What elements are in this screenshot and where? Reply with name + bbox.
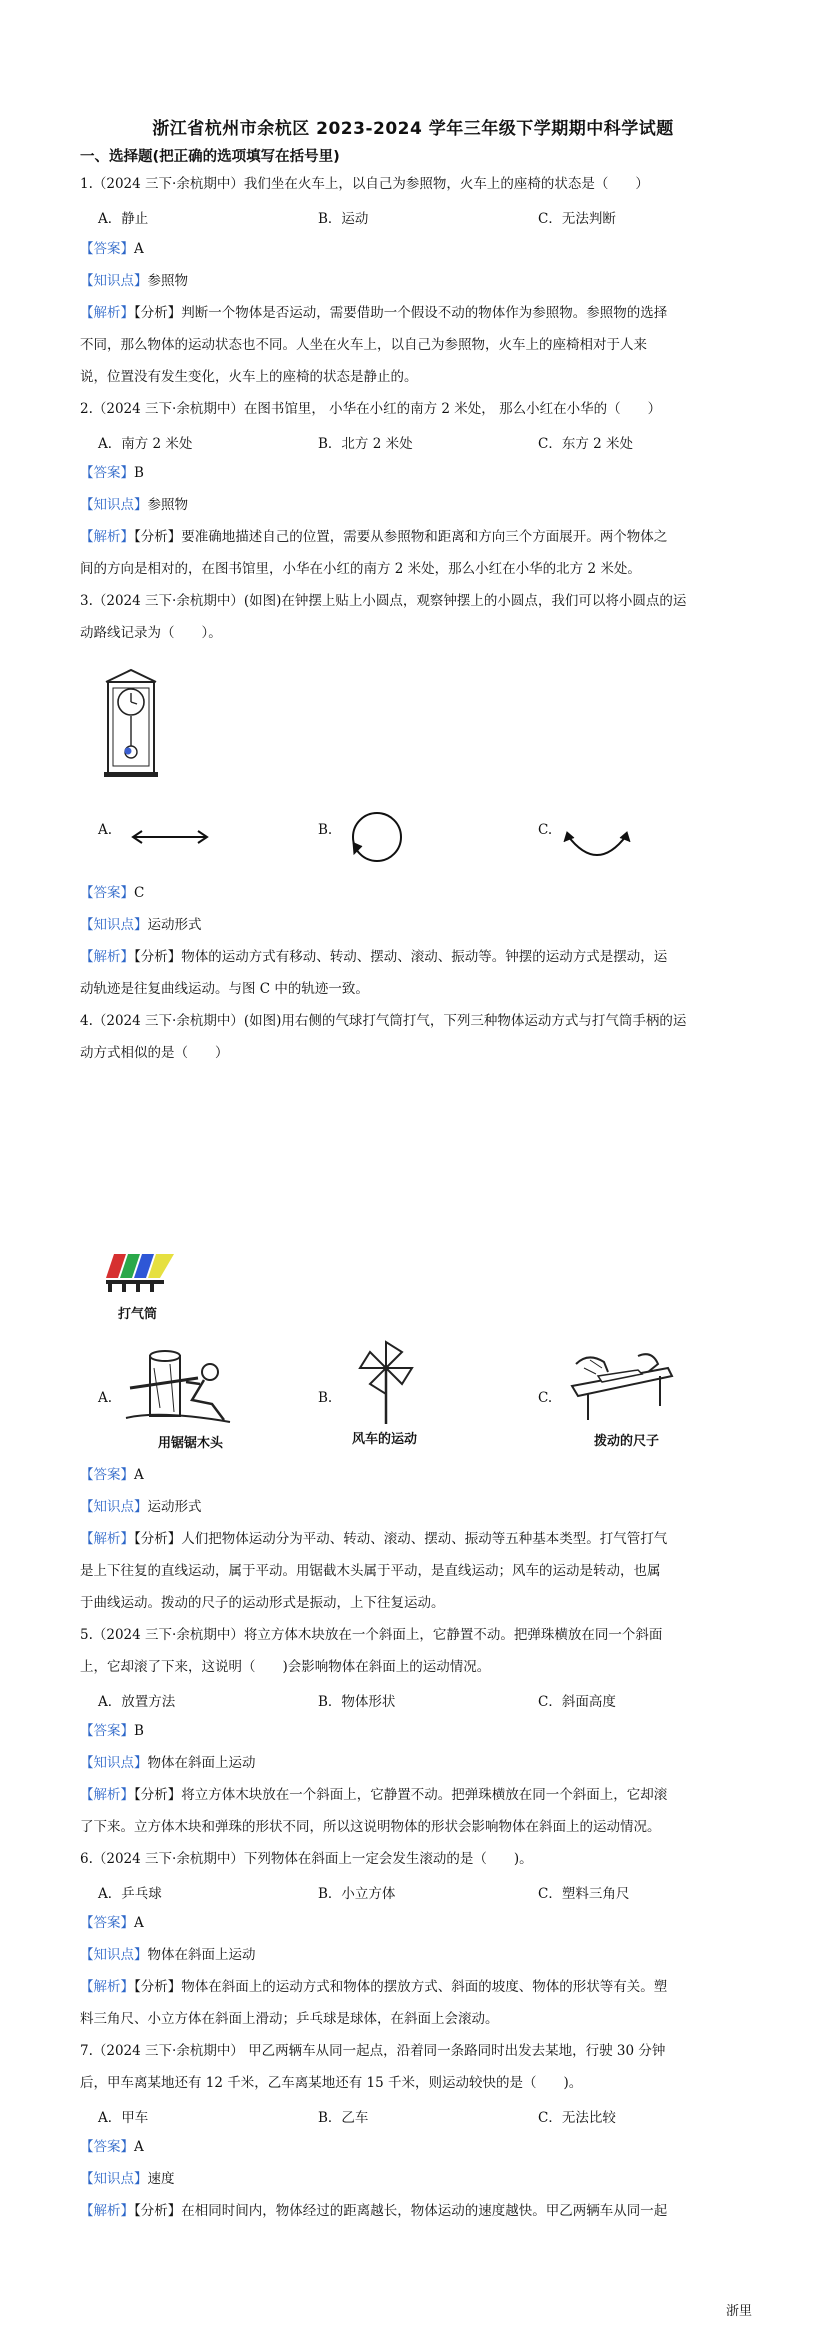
- q2-option-a: A．南方 2 米处: [98, 436, 193, 452]
- q1-answer: [80, 240, 144, 258]
- analysis-label: 【解析】: [80, 305, 134, 321]
- q5-answer: 【答案】B: [80, 1723, 144, 1739]
- pinwheel-figure: [358, 1340, 414, 1426]
- page-footer: 浙里: [725, 2304, 752, 2319]
- q6-option-a: A．乒乓球: [98, 1886, 162, 1902]
- q1-stem: 1.（2024 三下·余杭期中）我们坐在火车上，以自己为参照物，火车上的座椅的状态是（ ）: [80, 176, 649, 192]
- ruler-caption: 拨动的尺子: [594, 1434, 660, 1449]
- q3-option-a: A.: [98, 822, 113, 838]
- q3-option-b: B.: [318, 822, 333, 838]
- q4-answer: 【答案】A: [80, 1467, 144, 1483]
- q4-knowledge: 【知识点】运动形式: [80, 1499, 202, 1515]
- q6-answer-value: A: [134, 1915, 144, 1931]
- sawing-caption: 用锯锯木头: [158, 1436, 224, 1451]
- q1-option-b: B．运动: [318, 211, 369, 227]
- q4-stem-1: 4.（2024 三下·余杭期中）(如图)用右侧的气球打气筒打气，下列三种物体运动方式与打气筒手柄的运: [80, 1013, 687, 1029]
- q5-stem-2: 上，它却滚了下来，这说明（ )会影响物体在斜面上的运动情况。: [80, 1659, 491, 1675]
- q1-analysis-2: 不同，那么物体的运动状态也不同。人坐在火车上，以自己为参照物，火车上的座椅相对于人来: [80, 337, 647, 353]
- knowledge-label: 【知识点】: [80, 273, 148, 289]
- page-title: 浙江省杭州市余杭区 2023-2024 学年三年级下学期期中科学试题: [152, 119, 674, 139]
- q2-analysis-2: 间的方向是相对的，在图书馆里，小华在小红的南方 2 米处，那么小红在小华的北方 2 米处。: [80, 561, 641, 577]
- q7-answer: 【答案】A: [80, 2139, 144, 2155]
- q4-knowledge-value: 运动形式: [147, 1499, 202, 1515]
- q4-stem-2: 动方式相似的是（ ）: [80, 1045, 229, 1061]
- q7-option-a: A．甲车: [98, 2110, 149, 2126]
- q1-knowledge-value: 参照物: [147, 273, 188, 289]
- pendulum-clock-figure: [100, 668, 162, 778]
- q1-analysis-3: 说，位置没有发生变化，火车上的座椅的状态是静止的。: [80, 369, 418, 385]
- q7-knowledge-value: 速度: [147, 2171, 175, 2187]
- q4-analysis-1: 【解析】【分析】人们把物体运动分为平动、转动、滚动、摆动、振动等五种基本类型。打气管打气: [80, 1531, 668, 1547]
- circle-arrow-icon: [350, 810, 404, 864]
- answer-label: 【答案】: [80, 241, 134, 257]
- q6-analysis-2: 料三角尺、小立方体在斜面上滑动；乒乓球是球体，在斜面上会滚动。: [80, 2011, 499, 2027]
- q4-option-b: B.: [318, 1390, 333, 1406]
- q3-stem-1: 3.（2024 三下·余杭期中）(如图)在钟摆上贴上小圆点，观察钟摆上的小圆点，我们可以将小圆点的运: [80, 593, 687, 609]
- q5-option-a: A．放置方法: [98, 1694, 176, 1710]
- q6-answer: 【答案】A: [80, 1915, 144, 1931]
- q3-answer-value: C: [134, 885, 145, 901]
- q3-knowledge-value: 运动形式: [147, 917, 202, 933]
- q6-analysis-1: 【解析】【分析】物体在斜面上的运动方式和物体的摆放方式、斜面的坡度、物体的形状等有关。塑: [80, 1979, 668, 1995]
- q7-stem-1: 7.（2024 三下·余杭期中） 甲乙两辆车从同一起点，沿着同一条路同时出发去某地，行驶 30 分钟: [80, 2043, 666, 2059]
- q2-knowledge-value: 参照物: [147, 497, 188, 513]
- q7-option-c: C．无法比较: [538, 2110, 616, 2126]
- q2-answer-value: B: [134, 465, 144, 481]
- q4-analysis-3: 于曲线运动。拨动的尺子的运动形式是振动，上下往复运动。: [80, 1595, 445, 1611]
- q1-option-a: A．静止: [98, 211, 149, 227]
- pinwheel-caption: 风车的运动: [352, 1432, 418, 1447]
- air-pump-figure: [104, 1250, 180, 1294]
- q3-knowledge: 【知识点】运动形式: [80, 917, 202, 933]
- q6-option-b: B．小立方体: [318, 1886, 396, 1902]
- q2-stem: 2.（2024 三下·余杭期中）在图书馆里， 小华在小红的南方 2 米处， 那么小红在小华的（ ）: [80, 401, 662, 417]
- q4-analysis-2: 是上下往复的直线运动，属于平动。用锯截木头属于平动，是直线运动；风车的运动是转动，也属: [80, 1563, 661, 1579]
- q4-option-a: A.: [98, 1390, 113, 1406]
- sawing-wood-figure: [120, 1348, 240, 1426]
- q1-analysis-1: 【解析】【分析】判断一个物体是否运动，需要借助一个假设不动的物体作为参照物。参照物的选择: [80, 305, 668, 321]
- q6-option-c: C．塑料三角尺: [538, 1886, 630, 1902]
- q2-analysis-1: 【解析】【分析】要准确地描述自己的位置，需要从参照物和距离和方向三个方面展开。两个物体之: [80, 529, 668, 545]
- q7-analysis-1: 【解析】【分析】在相同时间内，物体经过的距离越长，物体运动的速度越快。甲乙两辆车从同一起: [80, 2203, 668, 2219]
- q7-option-b: B．乙车: [318, 2110, 369, 2126]
- q5-analysis-2: 了下来。立方体木块和弹珠的形状不同，所以这说明物体的形状会影响物体在斜面上的运动情况。: [80, 1819, 661, 1835]
- q5-option-b: B．物体形状: [318, 1694, 396, 1710]
- q5-knowledge: 【知识点】物体在斜面上运动: [80, 1755, 256, 1771]
- q4-answer-value: A: [134, 1467, 144, 1483]
- q3-analysis-1: 【解析】【分析】物体的运动方式有移动、转动、摆动、滚动、振动等。钟摆的运动方式是摆动，运: [80, 949, 668, 965]
- q2-answer: 【答案】B: [80, 465, 144, 481]
- q7-answer-value: A: [134, 2139, 144, 2155]
- q1-option-c: C．无法判断: [538, 211, 616, 227]
- blue-dot-icon: [125, 748, 132, 755]
- swing-arc-icon: [562, 828, 632, 864]
- q4-option-c: C.: [538, 1390, 553, 1406]
- ruler-on-table-figure: [568, 1346, 678, 1422]
- q3-analysis-2: 动轨迹是往复曲线运动。与图 C 中的轨迹一致。: [80, 981, 369, 997]
- double-arrow-icon: [130, 830, 210, 844]
- q3-answer: 【答案】C: [80, 885, 145, 901]
- q1-knowledge: [80, 272, 188, 290]
- air-pump-caption: 打气筒: [118, 1307, 158, 1322]
- q6-stem: 6.（2024 三下·余杭期中）下列物体在斜面上一定会发生滚动的是（ )。: [80, 1851, 533, 1867]
- q3-option-c: C.: [538, 822, 553, 838]
- q5-option-c: C．斜面高度: [538, 1694, 616, 1710]
- q5-knowledge-value: 物体在斜面上运动: [147, 1755, 256, 1771]
- q3-stem-2: 动路线记录为（ ）。: [80, 625, 222, 641]
- q6-knowledge: 【知识点】物体在斜面上运动: [80, 1947, 256, 1963]
- q5-answer-value: B: [134, 1723, 144, 1739]
- q2-knowledge: 【知识点】参照物: [80, 497, 188, 513]
- q7-stem-2: 后，甲车离某地还有 12 千米，乙车离某地还有 15 千米，则运动较快的是（ )。: [80, 2075, 583, 2091]
- q2-option-b: B．北方 2 米处: [318, 436, 413, 452]
- q1-answer-value: A: [134, 241, 144, 257]
- q5-stem-1: 5.（2024 三下·余杭期中）将立方体木块放在一个斜面上，它静置不动。把弹珠横放在同一个斜面: [80, 1627, 663, 1643]
- section-title: 一、选择题(把正确的选项填写在括号里): [80, 149, 340, 165]
- q6-knowledge-value: 物体在斜面上运动: [147, 1947, 256, 1963]
- q7-knowledge: 【知识点】速度: [80, 2171, 175, 2187]
- q5-analysis-1: 【解析】【分析】将立方体木块放在一个斜面上，它静置不动。把弹珠横放在同一个斜面上，它却滚: [80, 1787, 668, 1803]
- q2-option-c: C．东方 2 米处: [538, 436, 634, 452]
